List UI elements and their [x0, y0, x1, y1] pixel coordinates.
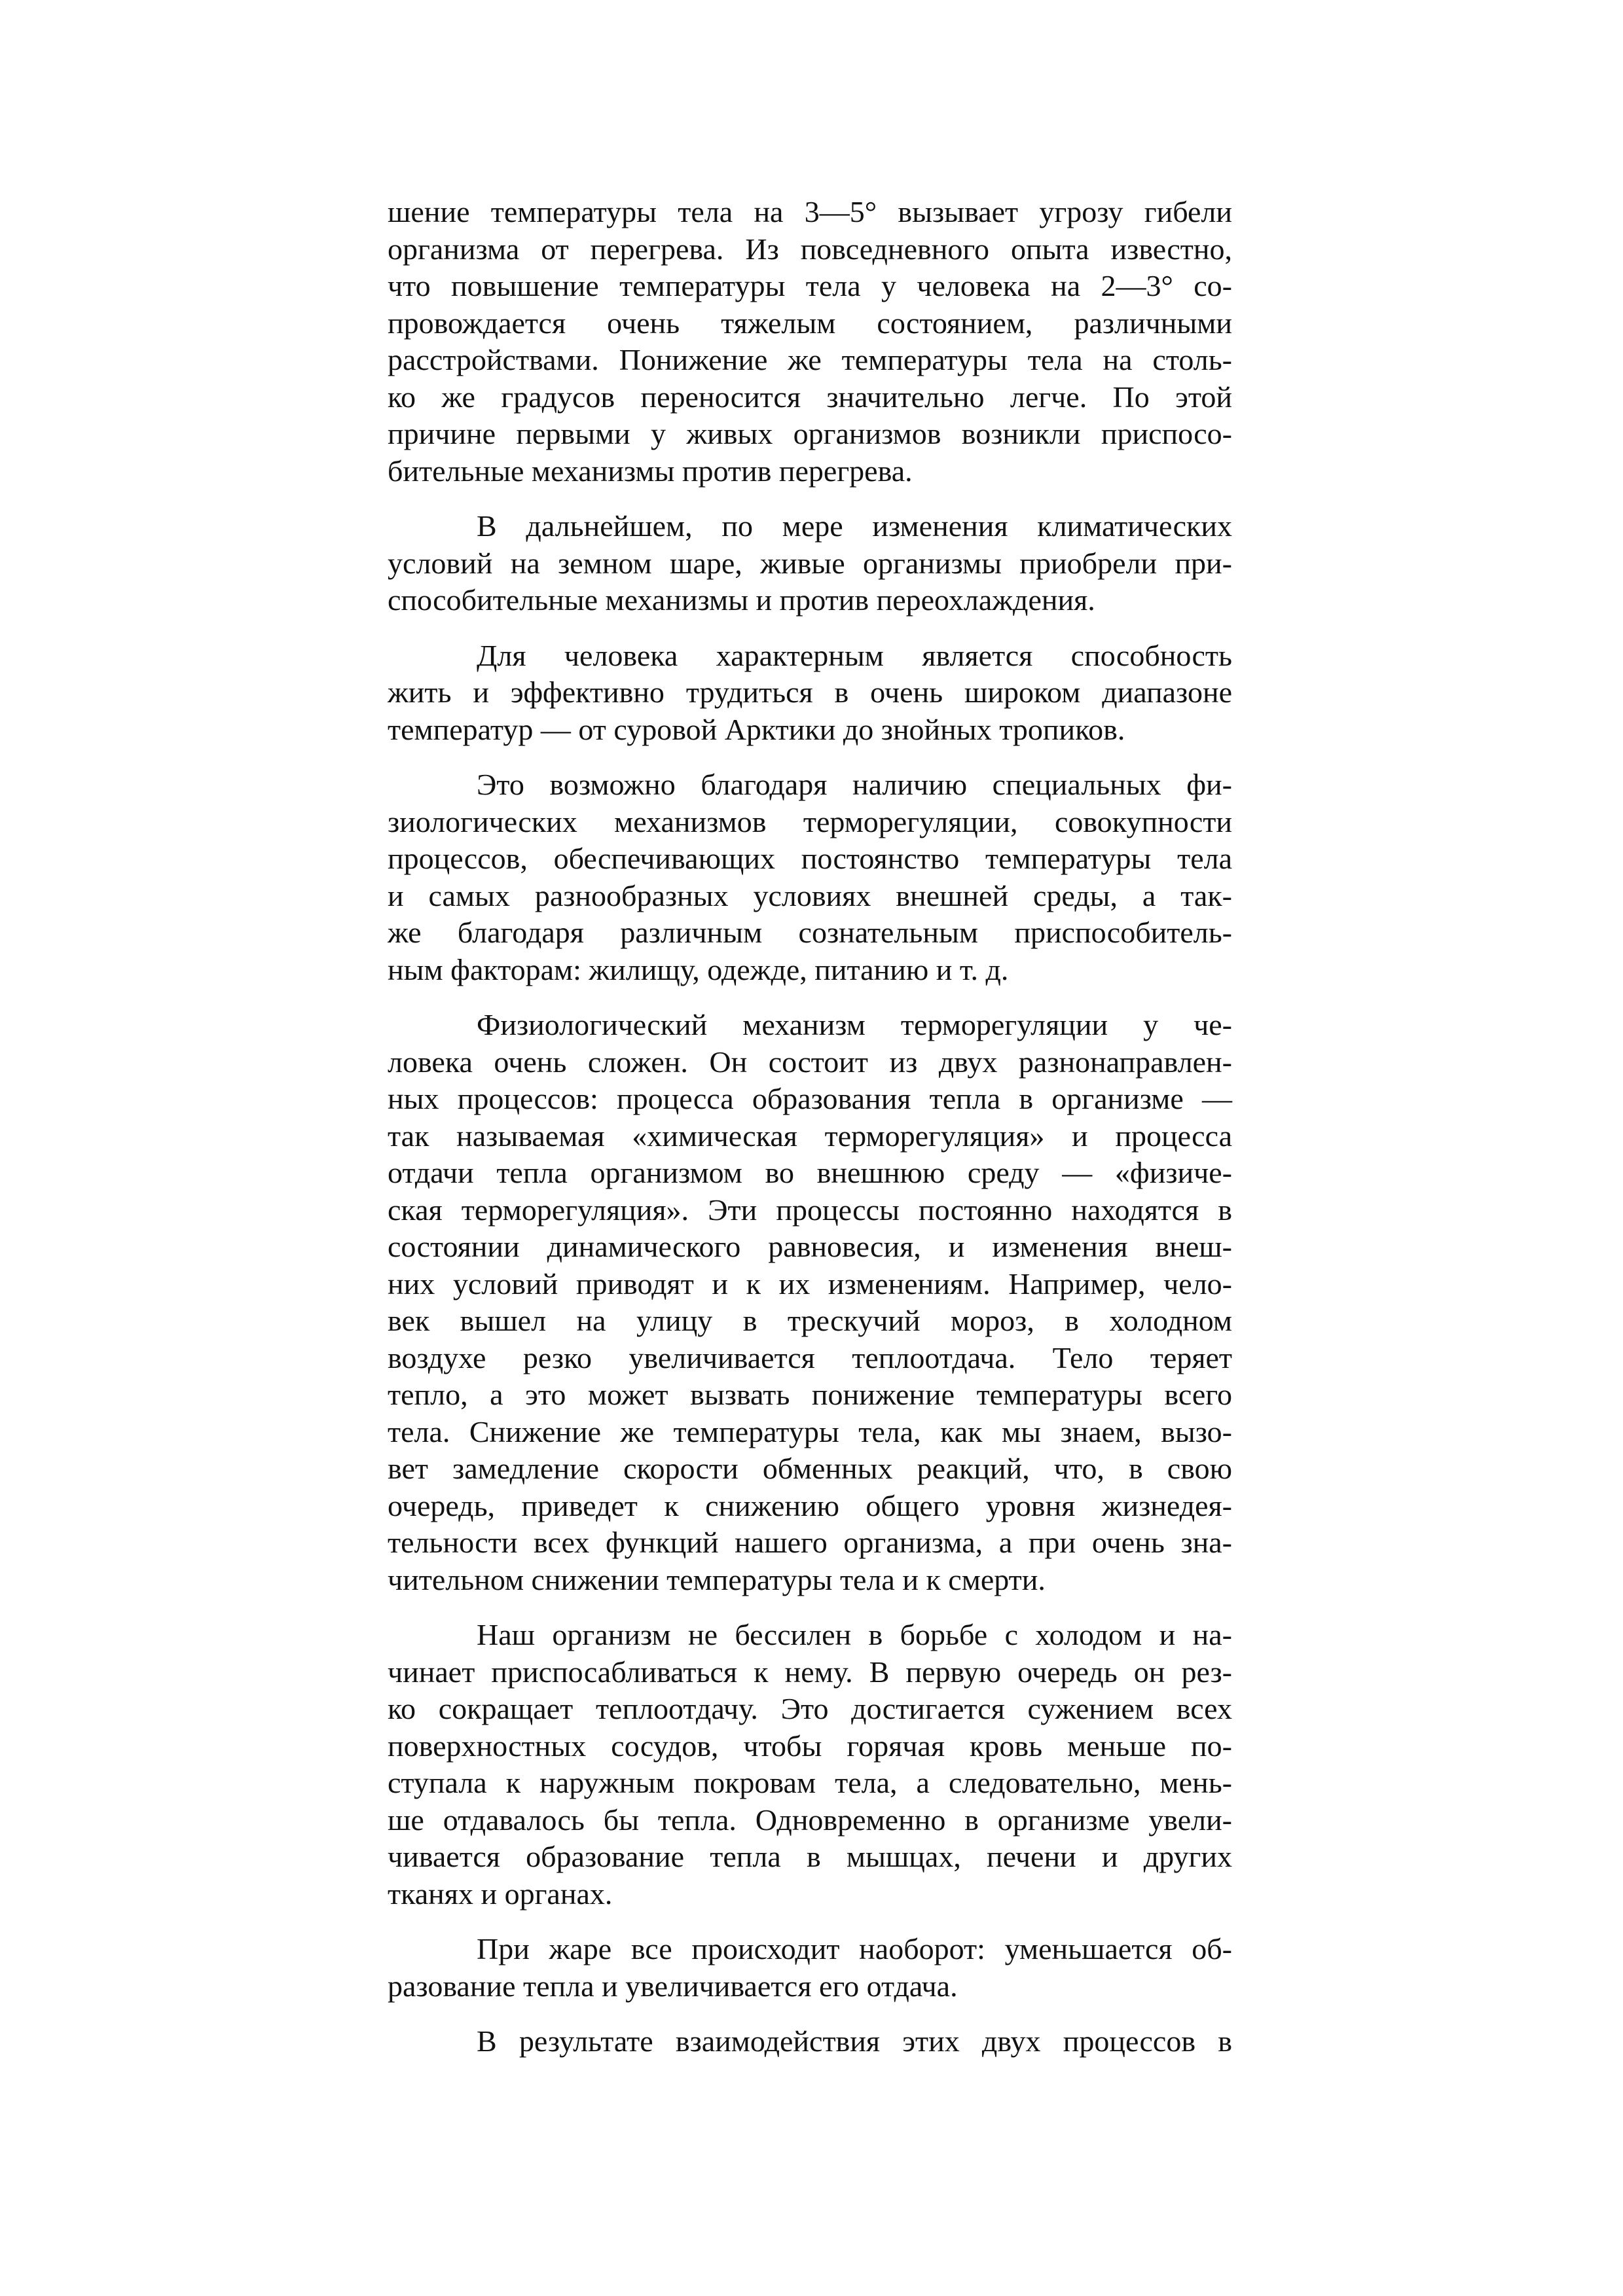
paragraph	[388, 194, 1232, 490]
paragraph	[388, 1007, 1232, 1598]
text-line: и самых разнообразных условиях внешней среды, а так-	[388, 878, 1232, 912]
text-line: расстройствами. Понижение же температуры тела на столь-	[388, 343, 1232, 376]
text-line: что повышение температуры тела у человека на 2—3° со-	[388, 269, 1232, 302]
text-line: разование тепла и увеличивается его отдача.	[388, 1969, 958, 2003]
text-line: тканях и органах.	[388, 1876, 613, 1910]
text-line: процессов, обеспечивающих постоянство температуры тела	[388, 842, 1232, 875]
text-line: Физиологический механизм терморегуляции у че-	[477, 1008, 1232, 1041]
text-line: условий на земном шаре, живые организмы приобрели при-	[388, 546, 1232, 580]
text-line: вет замедление скорости обменных реакций, что, в свою	[388, 1452, 1232, 1485]
text-line: температур — от суровой Арктики до знойных тропиков.	[388, 712, 1125, 746]
text-line: Наш организм не бессилен в борьбе с холодом и на-	[477, 1618, 1232, 1651]
text-line: способительные механизмы и против переохлаждения.	[388, 583, 1095, 617]
text-line: тельности всех функций нашего организма, а при очень зна-	[388, 1526, 1232, 1559]
text-line: тела. Снижение же температуры тела, как мы знаем, вызо-	[388, 1414, 1232, 1448]
text-line: В результате взаимодействия этих двух процессов в	[477, 2024, 1232, 2058]
text-line: них условий приводят и к их изменениям. Например, чело-	[388, 1266, 1232, 1300]
text-line: ступала к наружным покровам тела, а следовательно, мень-	[388, 1766, 1232, 1799]
text-line: век вышел на улицу в трескучий мороз, в холодном	[388, 1304, 1232, 1337]
text-line: В дальнейшем, по мере изменения климатических	[477, 509, 1232, 543]
paragraph	[388, 508, 1232, 619]
text-line: При жаре все происходит наоборот: уменьшается об-	[477, 1932, 1232, 1965]
text-line: тепло, а это может вызвать понижение температуры всего	[388, 1378, 1232, 1411]
text-line: ным факторам: жилищу, одежде, питанию и т. д.	[388, 952, 1009, 986]
paragraph	[388, 766, 1232, 988]
text-line: шение температуры тела на 3—5° вызывает угрозу гибели	[388, 195, 1232, 228]
text-line: организма от перегрева. Из повседневного опыта известно,	[388, 232, 1232, 266]
text-line: поверхностных сосудов, чтобы горячая кровь меньше по-	[388, 1729, 1232, 1763]
text-line: ловека очень сложен. Он состоит из двух разнонаправлен-	[388, 1045, 1232, 1079]
text-line: ко же градусов переносится значительно легче. По этой	[388, 380, 1232, 414]
text-line: ко сокращает теплоотдачу. Это достигается сужением всех	[388, 1692, 1232, 1725]
text-line: чинает приспосабливаться к нему. В первую очередь он рез-	[388, 1655, 1232, 1689]
page-text-block	[388, 194, 1232, 2060]
text-line: ше отдавалось бы тепла. Одновременно в организме увели-	[388, 1803, 1232, 1837]
text-line: жить и эффективно трудиться в очень широком диапазоне	[388, 675, 1232, 709]
text-line: состоянии динамического равновесия, и изменения внеш-	[388, 1230, 1232, 1263]
text-line: причине первыми у живых организмов возникли приспосо-	[388, 417, 1232, 450]
text-line: бительные механизмы против перегрева.	[388, 454, 913, 488]
text-line: ская терморегуляция». Эти процессы постоянно находятся в	[388, 1193, 1232, 1227]
text-line: чивается образование тепла в мышцах, печени и других	[388, 1840, 1232, 1873]
paragraph	[388, 2023, 1232, 2060]
text-line: так называемая «химическая терморегуляция» и процесса	[388, 1119, 1232, 1153]
text-line: чительном снижении температуры тела и к смерти.	[388, 1562, 1046, 1596]
text-line: ных процессов: процесса образования тепла в организме —	[388, 1082, 1232, 1115]
text-line: провождается очень тяжелым состоянием, различными	[388, 306, 1232, 340]
paragraph	[388, 1931, 1232, 2005]
text-line: отдачи тепла организмом во внешнюю среду — «физиче-	[388, 1156, 1232, 1189]
paragraph	[388, 637, 1232, 749]
paragraph	[388, 1617, 1232, 1912]
text-line: Это возможно благодаря наличию специальных фи-	[477, 768, 1232, 801]
text-line: очередь, приведет к снижению общего уровня жизнедея-	[388, 1488, 1232, 1522]
text-line: зиологических механизмов терморегуляции, совокупности	[388, 804, 1232, 838]
text-line: воздухе резко увеличивается теплоотдача. Тело теряет	[388, 1340, 1232, 1374]
text-line: Для человека характерным является способность	[477, 638, 1232, 672]
text-line: же благодаря различным сознательным приспособитель-	[388, 916, 1232, 949]
